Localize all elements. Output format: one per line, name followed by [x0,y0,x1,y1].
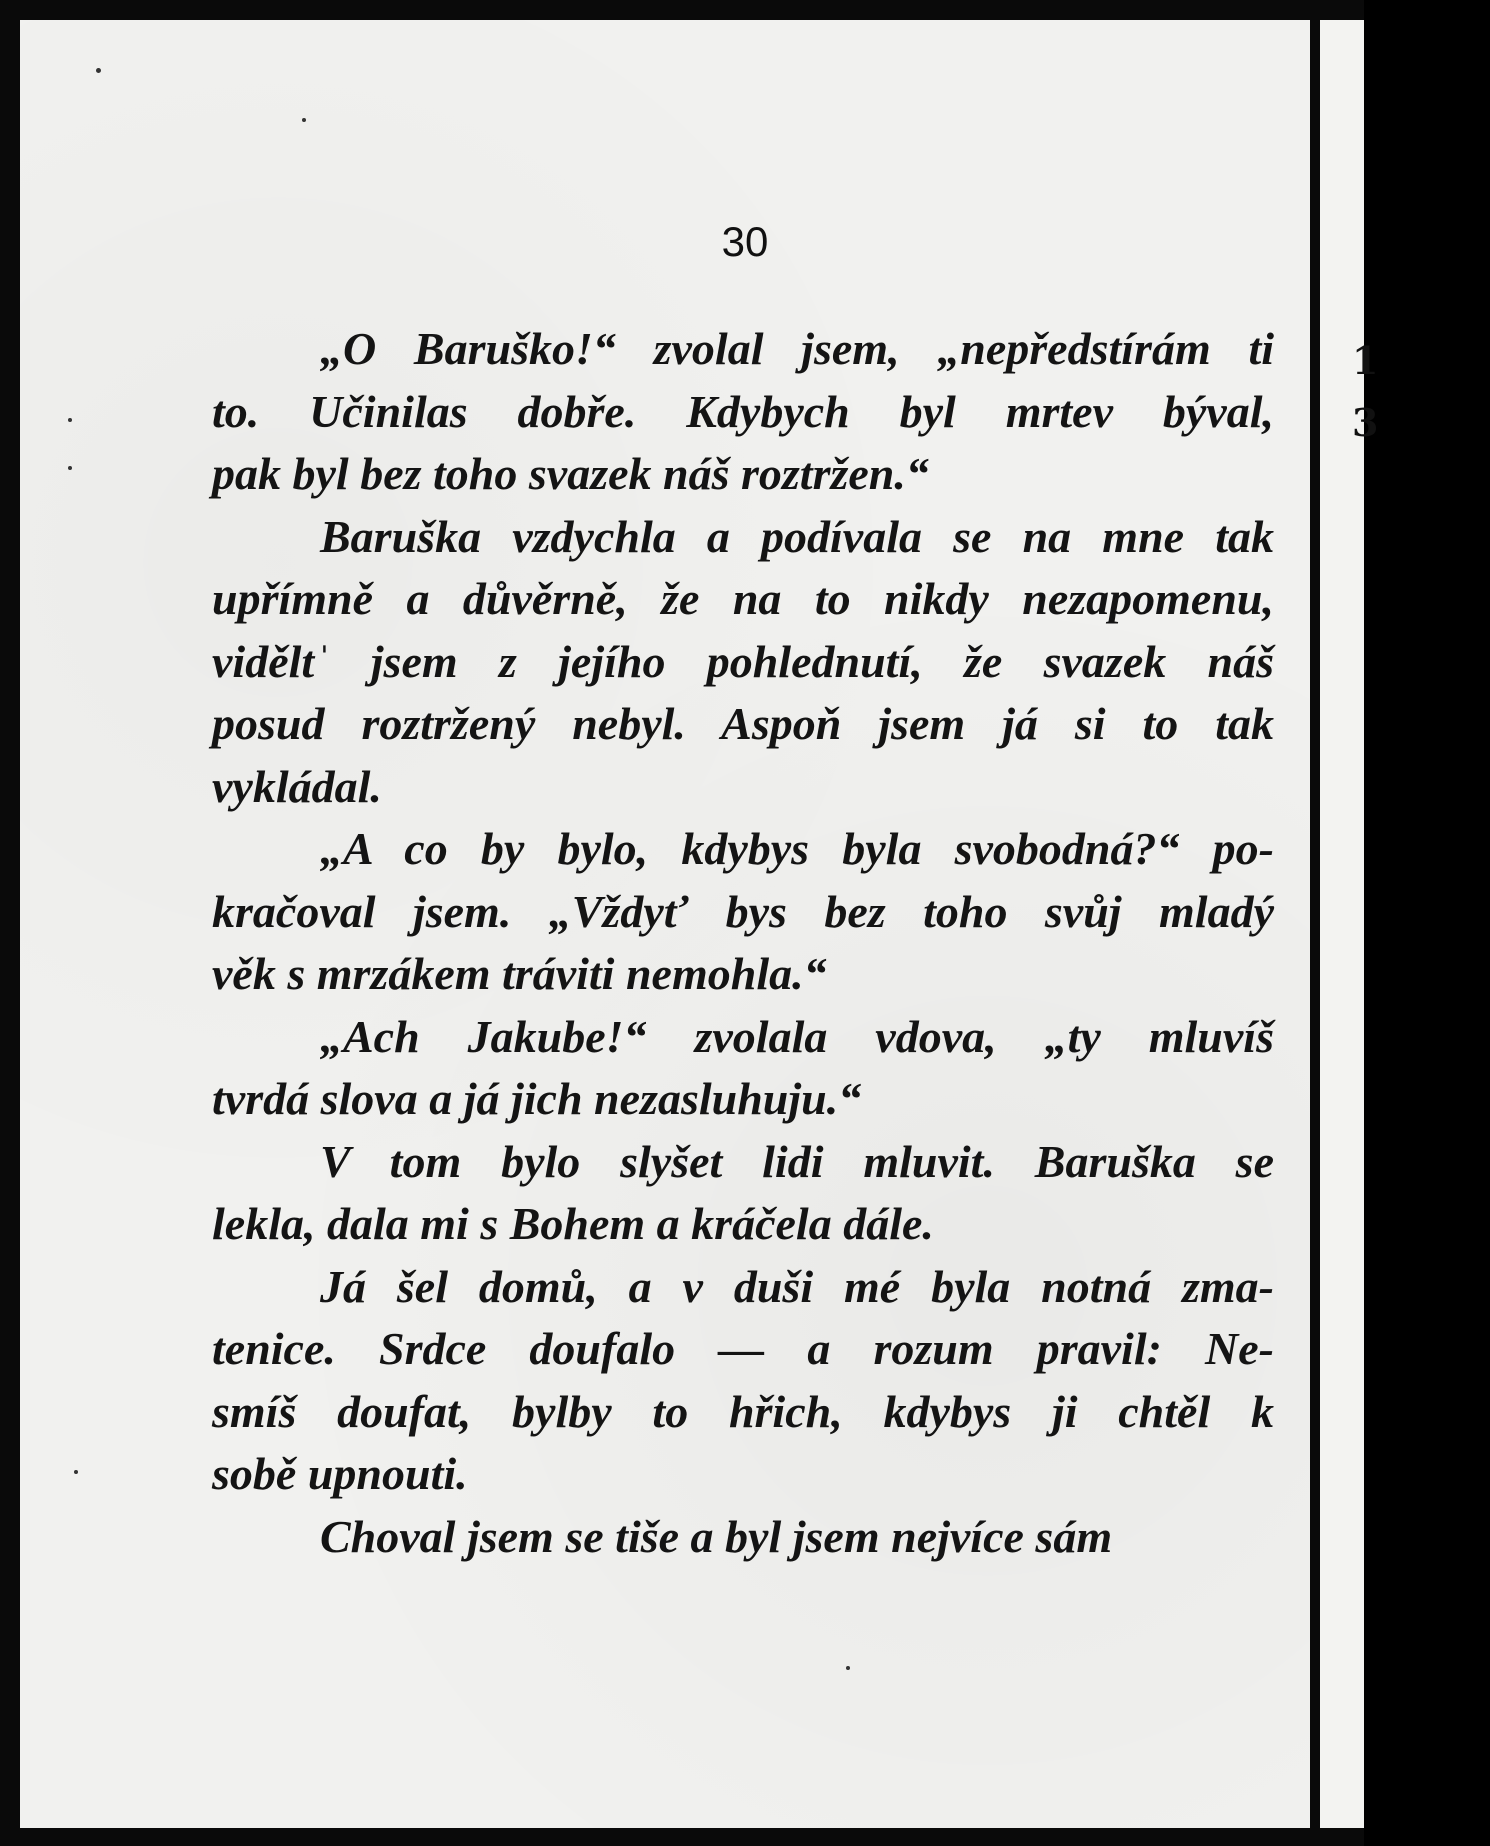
text-line: upřímně a důvěrně, že na to nikdy nezapomenu, [212,573,1274,624]
paragraph [212,1256,1274,1506]
print-speck [68,418,72,422]
paragraph [212,1006,1274,1131]
text-line: to. Učinilas dobře. Kdybych byl mrtev býval, [212,385,1274,437]
text-line: „A co by bylo, kdybys byla svobodná?“ po- [320,823,1274,874]
paragraph [212,1131,1274,1256]
adjacent-page-glyph: 3 [1352,400,1379,445]
text-line: Choval jsem se tiše a byl jsem nejvíce sám [320,1510,1113,1562]
print-speck [96,68,101,73]
text-line: věk s mrzákem tráviti nemohla.“ [212,948,827,999]
text-line: „O Baruško!“ zvolal jsem, „nepředstírám ti [320,323,1274,374]
text-line: viděltˈ jsem z jejího pohlednutí, že svazek náš [212,635,1274,687]
text-line: Baruška vzdychla a podívala se na mne tak [320,510,1274,562]
print-speck [68,466,72,470]
adjacent-page-edge [1320,20,1364,1828]
text-line: tvrdá slova a já jich nezasluhuju.“ [212,1073,862,1124]
print-speck [846,1666,850,1670]
text-line: smíš doufat, bylby to hřich, kdybys ji chtěl k [212,1385,1274,1437]
paragraph [212,818,1274,1006]
text-line: vykládal. [212,760,382,812]
adjacent-page-glyph: 1 [1352,338,1379,383]
page-number: 30 [721,218,769,265]
text-line: lekla, dala mi s Bohem a kráčela dále. [212,1198,934,1249]
paragraph [212,1506,1274,1569]
paragraph [212,318,1274,506]
text-line: pak byl bez toho svazek náš roztržen.“ [212,448,929,499]
text-line: sobě upnouti. [212,1448,468,1499]
text-line: „Ach Jakube!“ zvolala vdova, „ty mluvíš [320,1010,1274,1062]
paragraph [212,506,1274,819]
text-line: tenice. Srdce doufalo — a rozum pravil: Ne- [212,1323,1274,1374]
print-speck [302,118,306,122]
text-line: Já šel domů, a v duši mé byla notná zma- [320,1260,1274,1312]
text-line: V tom bylo slyšet lidi mluvit. Baruška se [320,1135,1274,1187]
print-speck [74,1470,78,1474]
text-line: posud roztržený nebyl. Aspoň jsem já si to tak [212,698,1274,749]
body-text [212,318,1274,1568]
text-line: kračoval jsem. „Vždyť bys bez toho svůj mladý [212,885,1274,937]
